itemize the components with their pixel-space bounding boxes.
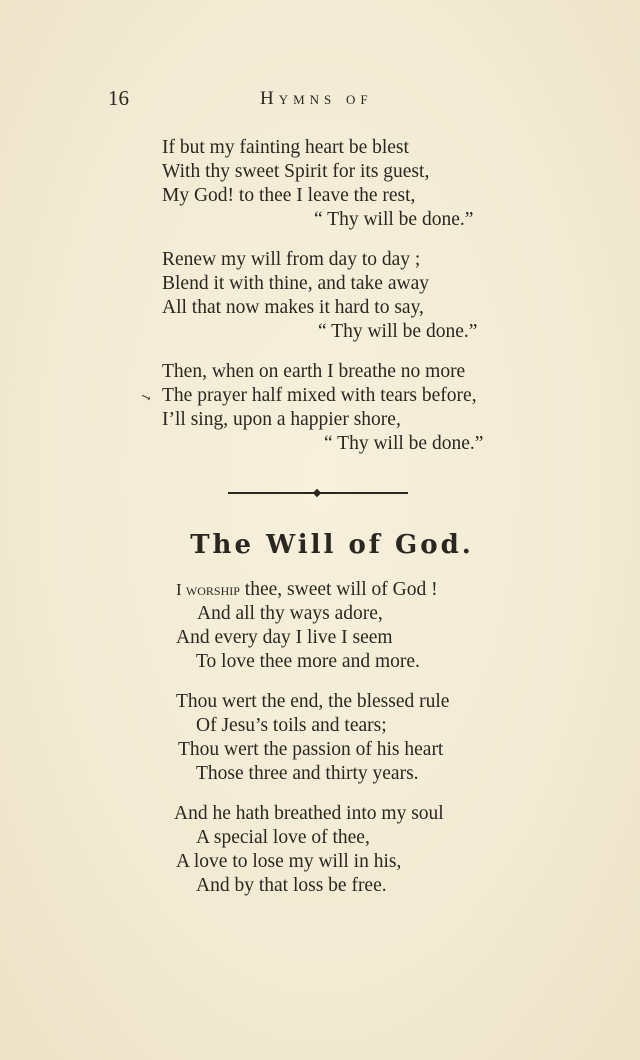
divider-ornament	[313, 489, 321, 497]
verse-line: To love thee more and more.	[196, 651, 420, 672]
margin-mark: ↘	[138, 388, 154, 406]
verse-line: The prayer half mixed with tears before,	[162, 385, 477, 406]
verse-line: Of Jesu’s toils and tears;	[196, 715, 387, 736]
refrain-line: “ Thy will be done.”	[324, 433, 484, 454]
page-header	[0, 86, 640, 116]
verse-line: Thou wert the end, the blessed rule	[176, 691, 450, 712]
first-word: I worship	[176, 580, 240, 599]
verse-line: And by that loss be free.	[196, 875, 387, 896]
verse-line: If but my fainting heart be blest	[162, 137, 409, 158]
hymn-title: The Will of God.	[190, 530, 474, 560]
verse-line	[176, 578, 438, 602]
running-head: Hymns of	[260, 88, 373, 109]
verse-line: With thy sweet Spirit for its guest,	[162, 161, 430, 182]
verse-line: Thou wert the passion of his heart	[178, 739, 444, 760]
refrain-line: “ Thy will be done.”	[318, 321, 478, 342]
verse-line: A special love of thee,	[196, 827, 370, 848]
verse-line: I’ll sing, upon a happier shore,	[162, 409, 401, 430]
verse-line: And he hath breathed into my soul	[174, 803, 444, 824]
verse-line: Those three and thirty years.	[196, 763, 419, 784]
section-divider	[228, 490, 408, 496]
verse-line: A love to lose my will in his,	[176, 851, 402, 872]
first-line-rest: thee, sweet will of God !	[239, 579, 438, 600]
page-number: 16	[108, 86, 129, 110]
verse-line: All that now makes it hard to say,	[162, 297, 424, 318]
verse-line: Renew my will from day to day ;	[162, 249, 421, 270]
verse-line: My God! to thee I leave the rest,	[162, 185, 416, 206]
verse-line: Then, when on earth I breathe no more	[162, 361, 466, 382]
refrain-line: “ Thy will be done.”	[314, 209, 474, 230]
verse-line: Blend it with thine, and take away	[162, 273, 429, 294]
verse-line: And every day I live I seem	[176, 627, 393, 648]
verse-line: And all thy ways adore,	[197, 603, 383, 624]
